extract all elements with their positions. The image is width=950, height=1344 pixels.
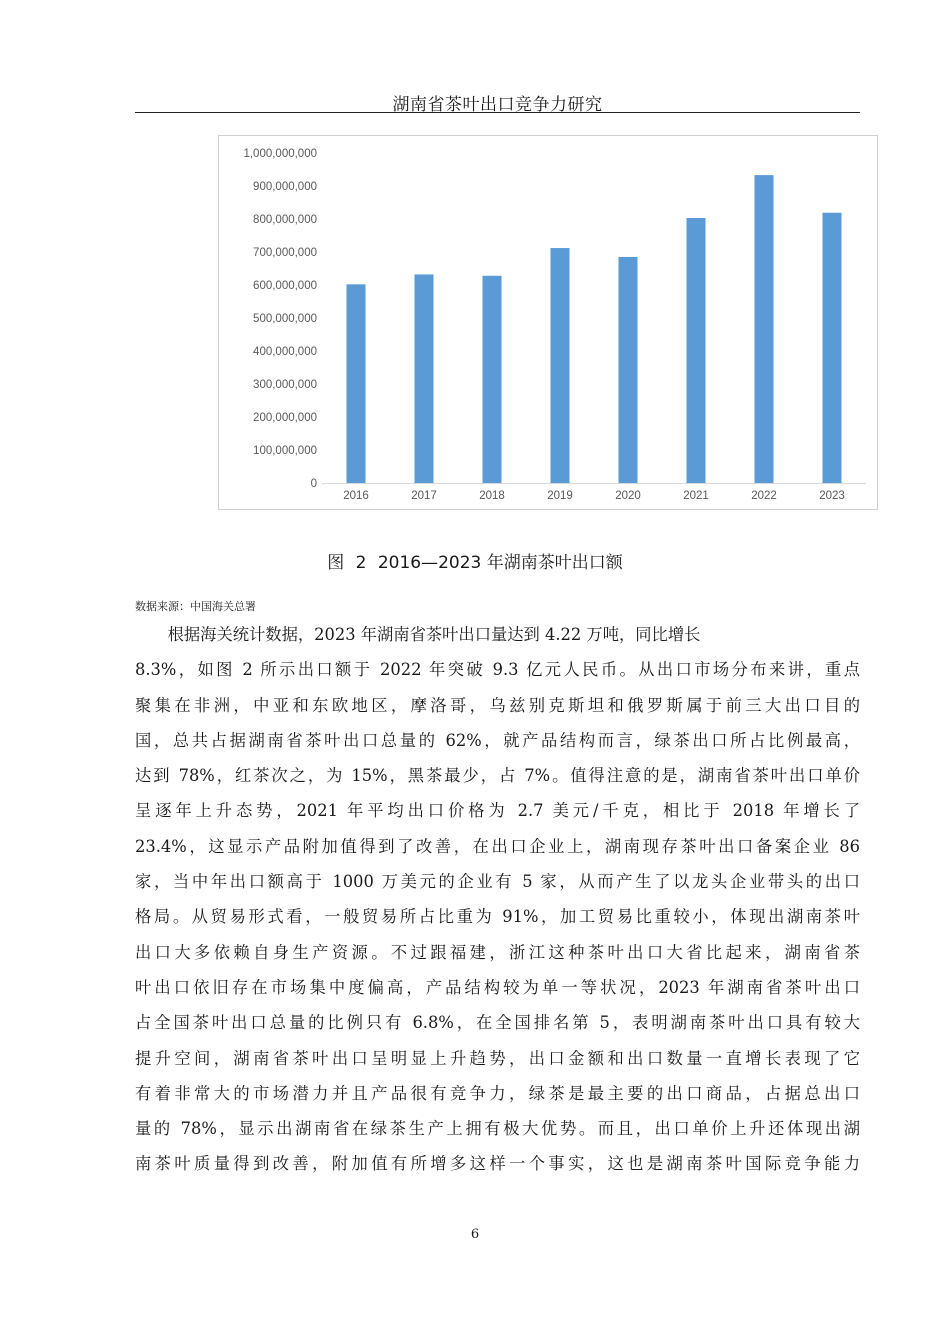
body-line: 聚集在非洲，中亚和东欧地区，摩洛哥，乌兹别克斯坦和俄罗斯属于前三大出口目的 xyxy=(135,695,860,715)
body-line: 国，总共占据湖南省茶叶出口总量的 62%，就产品结构而言，绿茶出口所占比例最高， xyxy=(135,730,860,750)
y-tick-label: 600,000,000 xyxy=(253,280,317,292)
y-tick-label: 200,000,000 xyxy=(253,412,317,424)
body-line: 叶出口依旧存在市场集中度偏高，产品结构较为单一等状况，2023 年湖南省茶叶出口 xyxy=(135,977,860,997)
x-tick-label: 2019 xyxy=(547,490,573,502)
bar xyxy=(415,274,434,483)
x-tick-label: 2016 xyxy=(343,490,369,502)
y-tick-label: 0 xyxy=(310,478,317,490)
x-tick-label: 2021 xyxy=(683,490,709,502)
body-line: 23.4%，这显示产品附加值得到了改善，在出口企业上，湖南现存茶叶出口备案企业 86 xyxy=(135,836,860,856)
y-tick-label: 400,000,000 xyxy=(253,346,317,358)
figure-label: 图 xyxy=(327,553,345,573)
body-line: 8.3%，如图 2 所示出口额于 2022 年突破 9.3 亿元人民币。从出口市场分布来讲，重点 xyxy=(135,660,860,680)
y-tick-label: 500,000,000 xyxy=(253,313,317,325)
body-line: 提升空间，湖南省茶叶出口呈明显上升趋势，出口金额和出口数量一直增长表现了它 xyxy=(135,1048,860,1068)
bar-chart xyxy=(218,135,878,510)
y-tick-label: 100,000,000 xyxy=(253,445,317,457)
header-divider xyxy=(135,112,860,113)
body-line: 占全国茶叶出口总量的比例只有 6.8%，在全国排名第 5，表明湖南茶叶出口具有较大 xyxy=(135,1013,860,1033)
y-tick-label: 300,000,000 xyxy=(253,379,317,391)
y-tick-label: 900,000,000 xyxy=(253,181,317,193)
body-line: 根据海关统计数据，2023 年湖南省茶叶出口量达到 4.22 万吨，同比增长 xyxy=(167,625,701,644)
x-tick-label: 2022 xyxy=(751,490,777,502)
x-tick-label: 2023 xyxy=(819,490,845,502)
body-paragraph xyxy=(135,617,860,1182)
x-tick-label: 2017 xyxy=(411,490,437,502)
x-tick-label: 2020 xyxy=(615,490,641,502)
x-tick-label: 2018 xyxy=(479,490,505,502)
figure-caption xyxy=(0,548,950,573)
data-source-note: 数据来源：中国海关总署 xyxy=(135,600,256,613)
y-tick-label: 700,000,000 xyxy=(253,247,317,259)
y-tick-label: 1,000,000,000 xyxy=(243,148,317,160)
body-line: 格局。从贸易形式看，一般贸易所占比重为 91%，加工贸易比重较小，体现出湖南茶叶 xyxy=(135,907,860,927)
body-line: 有着非常大的市场潜力并且产品很有竞争力，绿茶是最主要的出口商品，占据总出口 xyxy=(135,1083,860,1103)
body-line: 量的 78%，显示出湖南省在绿茶生产上拥有极大优势。而且，出口单价上升还体现出湖 xyxy=(135,1119,860,1139)
bar xyxy=(483,276,502,483)
body-line: 家，当中年出口额高于 1000 万美元的企业有 5 家，从而产生了以龙头企业带头的出口 xyxy=(135,872,860,892)
body-line: 达到 78%，红茶次之，为 15%，黑茶最少，占 7%。值得注意的是，湖南省茶叶出口单价 xyxy=(135,766,860,786)
bar xyxy=(619,257,638,483)
bar xyxy=(823,213,842,483)
figure-caption-text: 2016—2023 年湖南茶叶出口额 xyxy=(377,553,623,573)
body-line: 呈逐年上升态势，2021 年平均出口价格为 2.7 美元/千克，相比于 2018 年增长了 xyxy=(135,801,860,821)
y-tick-label: 800,000,000 xyxy=(253,214,317,226)
bar xyxy=(755,175,774,483)
chart-canvas xyxy=(219,136,879,511)
bar xyxy=(687,218,706,483)
figure-number: 2 xyxy=(355,553,367,573)
bar xyxy=(551,248,570,483)
running-header-title: 湖南省茶叶出口竞争力研究 xyxy=(392,95,603,115)
bar xyxy=(347,284,366,483)
body-line: 出口大多依赖自身生产资源。不过跟福建，浙江这种茶叶出口大省比起来，湖南省茶 xyxy=(135,942,860,962)
body-line: 南茶叶质量得到改善，附加值有所增多这样一个事实，这也是湖南茶叶国际竞争能力 xyxy=(135,1154,860,1174)
page-number: 6 xyxy=(470,1227,480,1242)
